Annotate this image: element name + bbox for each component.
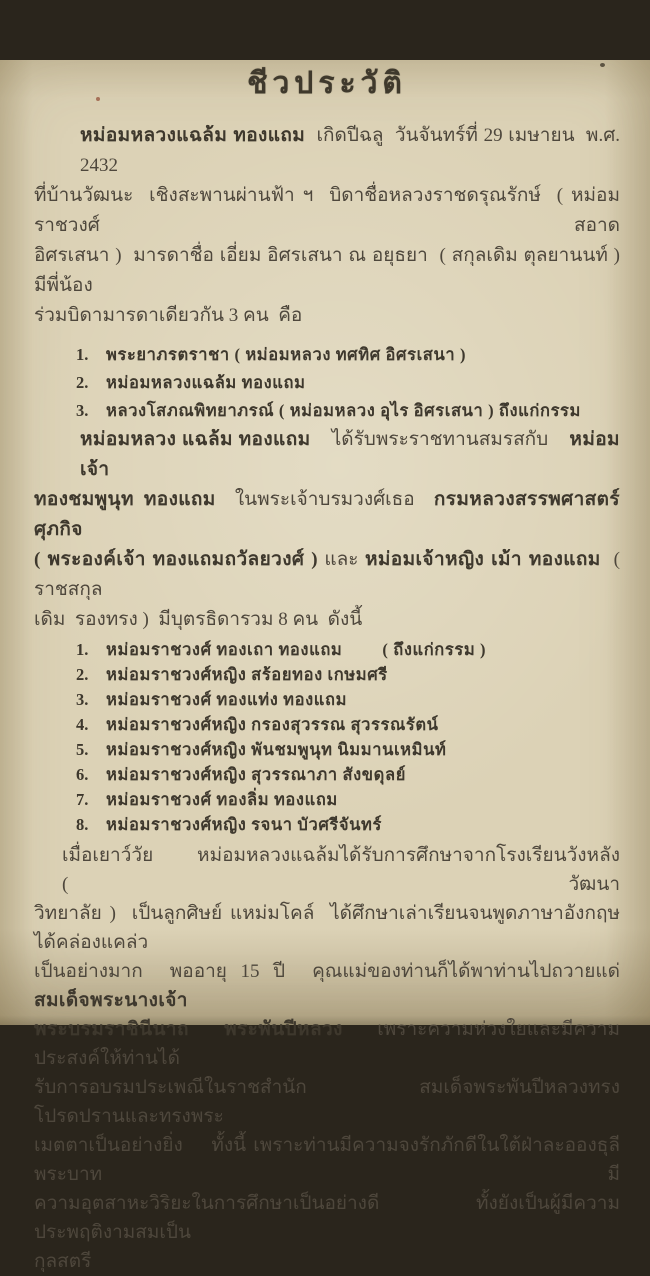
paragraph-line: [34, 957, 620, 1015]
paragraph-line: [34, 545, 625, 605]
list-item: [76, 687, 620, 712]
list-item: [76, 662, 620, 687]
paragraph-line: [34, 121, 625, 181]
paragraph-line: รับการอบรมประเพณีในราชสำนัก สมเด็จพระพันปีหลวงทรงโปรดปรานและทรงพระ: [34, 1077, 620, 1127]
line-text: ( ราชสกุล: [34, 549, 625, 600]
page-title: ชีวประวัติ: [247, 67, 407, 100]
paragraph-line: กุลสตรี: [34, 1251, 92, 1272]
paragraph-line: วิทยาลัย ) เป็นลูกศิษย์ แหม่มโคล์ ได้ศึกษาเล่าเรียนจนพูดภาษาอังกฤษได้คล่องแคล่ว: [34, 903, 620, 953]
list-item: [76, 397, 620, 425]
paragraph-line: ที่บ้านวัฒนะ เชิงสะพานผ่านฟ้า ฯ บิดาชื่อหลวงราชดรุณรักษ์ ( หม่อมราชวงศ์ สอาด: [34, 185, 620, 236]
paragraph-line: [34, 485, 620, 545]
person-name: หม่อมหลวง แฉล้ม ทองแถม: [80, 429, 311, 450]
person-name: หม่อมเจ้าหญิง เม้า ทองแถม: [364, 549, 601, 570]
paragraph-line: [34, 425, 620, 485]
person-name: หม่อมหลวงแฉล้ม ทองแถม: [80, 125, 306, 146]
royal-title: พระบรมราชินีนาถ พระพันปีหลวง: [34, 1019, 343, 1040]
list-item: [76, 637, 620, 662]
list-item: [76, 762, 620, 787]
paragraph-marriage: [34, 425, 625, 635]
item-number: 2.: [76, 373, 89, 392]
item-text: พระยาภรตราชา ( หม่อมหลวง ทศทิศ อิศรเสนา ): [106, 345, 467, 364]
royal-title: สมเด็จพระนางเจ้า: [34, 990, 188, 1011]
paragraph-line: เมตตาเป็นอย่างยิ่ง ทั้งนี้ เพราะท่านมีความจงรักภักดีในใต้ฝ่าละอองธุลีพระบาท มี: [34, 1135, 620, 1185]
scanned-book-page: [0, 60, 650, 1272]
item-note: ( ถึงแก่กรรม ): [382, 640, 487, 659]
item-text: หม่อมราชวงศ์หญิง กรองสุวรรณ สุวรรณรัตน์: [106, 715, 439, 734]
person-name: ( พระองค์เจ้า ทองแถมถวัลยวงศ์ ): [34, 549, 318, 570]
person-name: กรมหลวงสรรพศาสตร์ศุภกิจ: [34, 489, 620, 540]
paper-speck: [96, 97, 100, 101]
paragraph-line: ความอุตสาหะวิริยะในการศึกษาเป็นอย่างดี ทั้งยังเป็นผู้มีความประพฤติงามสมเป็น: [34, 1193, 620, 1243]
item-number: 6.: [76, 765, 89, 784]
item-number: 5.: [76, 740, 89, 759]
paragraph-line: [34, 1015, 620, 1073]
item-number: 8.: [76, 815, 89, 834]
paragraph-birth: [34, 121, 630, 331]
siblings-list: [34, 341, 620, 425]
item-text: หม่อมราชวงศ์หญิง สุวรรณาภา สังขดุลย์: [106, 765, 406, 784]
person-name: ทองชมพูนุท ทองแถม: [34, 489, 216, 510]
item-number: 2.: [76, 665, 89, 684]
paragraph-line: เดิม รองทรง ) มีบุตรธิดารวม 8 คน ดังนี้: [34, 609, 363, 630]
list-item: [76, 737, 620, 762]
item-number: 1.: [76, 640, 89, 659]
line-text: เกิดปีฉลู วันจันทร์ที่ 29 เมษายน พ.ศ. 2432: [80, 125, 625, 176]
list-item: [76, 369, 620, 397]
person-name: หม่อมเจ้า: [80, 429, 620, 480]
item-text: หม่อมราชวงศ์หญิง สร้อยทอง เกษมศรี: [106, 665, 388, 684]
item-text: หม่อมราชวงศ์ ทองเถา ทองแถม: [106, 640, 343, 659]
item-number: 7.: [76, 790, 89, 809]
item-text: หม่อมราชวงศ์ ทองแท่ง ทองแถม: [106, 690, 348, 709]
line-text: เป็นอย่างมาก พออายุ 15 ปี คุณแม่ของท่านก็ได้พาท่านไปถวายแด่: [34, 961, 620, 982]
line-text: เพราะความห่วงใยและมีความประสงค์ให้ท่านได้: [34, 1019, 620, 1069]
item-text: หม่อมราชวงศ์หญิง รจนา บัวศรีจันทร์: [106, 815, 382, 834]
paragraph-education: [34, 841, 639, 1276]
item-number: 3.: [76, 690, 89, 709]
item-text: หม่อมราชวงศ์ ทองลิ่ม ทองแถม: [106, 790, 338, 809]
paragraph-line: เมื่อเยาว์วัย หม่อมหลวงแฉล้มได้รับการศึกษาจากโรงเรียนวังหลัง ( วัฒนา: [62, 845, 639, 895]
item-text: หลวงโสภณพิทยาภรณ์ ( หม่อมหลวง อุไร อิศรเสนา ) ถึงแก่กรรม: [106, 401, 581, 420]
list-item: [76, 712, 620, 737]
line-text: และ: [317, 549, 365, 570]
item-number: 4.: [76, 715, 89, 734]
page-content: [0, 60, 650, 1276]
paper-speck: [600, 63, 605, 67]
list-item: [76, 341, 620, 369]
list-item: [76, 812, 620, 837]
list-item: [76, 787, 620, 812]
item-text: หม่อมหลวงแฉล้ม ทองแถม: [106, 373, 306, 392]
line-text: ในพระเจ้าบรมวงศ์เธอ: [215, 489, 434, 510]
item-number: 3.: [76, 401, 89, 420]
item-number: 1.: [76, 345, 89, 364]
paragraph-line: ร่วมบิดามารดาเดียวกัน 3 คน คือ: [34, 305, 303, 326]
children-list: [34, 637, 620, 837]
line-text: ได้รับพระราชทานสมรสกับ: [310, 429, 570, 450]
item-text: หม่อมราชวงศ์หญิง พันชมพูนุท นิมมานเหมินท์: [106, 740, 447, 759]
paragraph-line: อิศรเสนา ) มารดาชื่อ เอี่ยม อิศรเสนา ณ อยุธยา ( สกุลเดิม ตุลยานนท์ ) มีพี่น้อง: [34, 245, 630, 296]
